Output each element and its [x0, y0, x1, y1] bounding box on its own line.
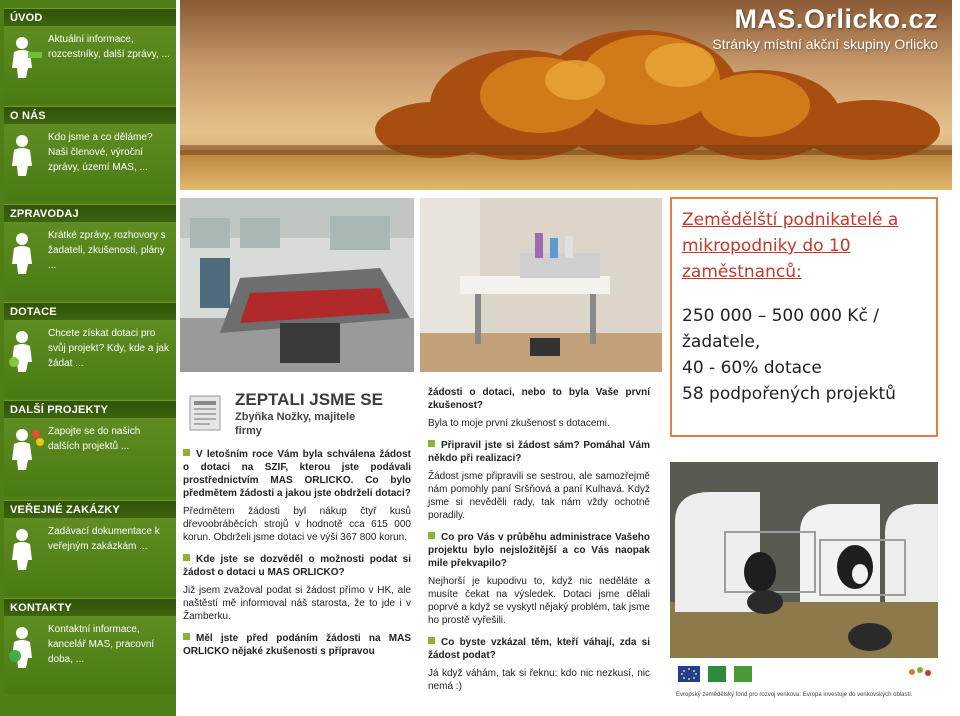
sidebar-heading[interactable]: ZPRAVODAJ	[4, 204, 176, 222]
grant-rate: 40 - 60% dotace	[682, 358, 822, 378]
answer-1: Předmětem žádosti byl nákup čtyř kusů dřevoobráběcích strojů v hodnotě cca 615 000 korun. Obdrželi jsme dotaci ve výši 367 800 korun.	[183, 506, 411, 543]
person-email-icon	[8, 624, 44, 668]
person-pointing-icon	[8, 34, 44, 78]
sidebar-description: Krátké zprávy, rozhovory s žadateli, zkušenosti, plány ...	[48, 230, 166, 271]
funding-logos	[676, 662, 940, 714]
sewing-machine-photo	[420, 198, 662, 372]
sidebar-section-body[interactable]	[4, 518, 176, 596]
sidebar-section	[4, 400, 176, 496]
question-5: Co pro Vás v průběhu administrace Vašeho projektu bylo nejsložitější a co Vás naopak mile překvapilo?	[428, 532, 650, 569]
site-tagline: Stránky místní akční skupiny Orlicko	[712, 36, 938, 52]
newspaper-icon	[186, 392, 226, 434]
calves-photo	[670, 462, 938, 658]
grant-amount: 250 000 – 500 000 Kč / žadatele,	[682, 306, 879, 352]
sidebar-section	[4, 204, 176, 300]
grant-info-title[interactable]: Zemědělští podnikatelé a mikropodniky do 10 zaměstnanců:	[682, 210, 899, 282]
question-2: Kde jste se dozvěděl o možnosti podat si žádost o dotaci u MAS ORLICKO?	[183, 554, 411, 578]
question-3-continued: žádosti o dotaci, nebo to byla Vaše první zkušenost?	[428, 387, 650, 411]
person-waving-icon	[8, 230, 44, 274]
sidebar-section	[4, 106, 176, 202]
footer-note: Evropský zemědělský fond pro rozvoj venkova: Evropa investuje do venkovských oblastí.	[676, 692, 913, 698]
sidebar-description: Zapojte se do našich dalších projektů ...	[48, 426, 141, 452]
answer-4: Žádost jsme připravili se sestrou, ale samozřejmě nám pomohly paní Sršňová a paní Kulhavá. Když jsme si nevěděli rady, tak nám vždy ochotně poradily.	[428, 471, 650, 521]
sidebar-section-body[interactable]	[4, 222, 176, 300]
sidebar-description: Kdo jsme a co děláme? Naši členové, výroční zprávy, území MAS, ...	[48, 132, 153, 173]
site-brand[interactable]: MAS.Orlicko.cz	[734, 4, 938, 34]
sidebar-heading[interactable]: DOTACE	[4, 302, 176, 320]
sidebar-section-body[interactable]	[4, 320, 176, 398]
bullet-icon	[428, 532, 435, 539]
article-subtitle: Zbyňka Nožky, majitele firmy	[235, 411, 356, 437]
sidebar-section	[4, 500, 176, 596]
bullet-icon	[183, 449, 190, 456]
person-balloons-icon	[8, 426, 44, 470]
grant-info-box	[670, 197, 938, 437]
sidebar-description: Zadávací dokumentace k veřejným zakázkám ...	[48, 526, 160, 552]
answer-2: Již jsem zvažoval podat si žádost přímo v HK, ale naštěstí mě informoval náš starosta, že to jde i v Žamberku.	[183, 585, 411, 622]
interview-article	[180, 378, 670, 716]
article-right-column	[428, 386, 650, 702]
person-reading-icon	[8, 132, 44, 176]
sidebar-description: Aktuální informace, rozcestníky, další zprávy, ...	[48, 34, 170, 60]
grant-info-lines	[682, 303, 926, 407]
question-3: Měl jste před podáním žádosti na MAS ORLICKO nějaké zkušenosti s přípravou	[183, 633, 411, 657]
sidebar-description: Chcete získat dotaci pro svůj projekt? Kdy, kde a jak žádat ...	[48, 328, 169, 369]
rural-program-logo-icon	[734, 666, 752, 682]
sidebar-heading[interactable]: DALŠÍ PROJEKTY	[4, 400, 176, 418]
sidebar-heading[interactable]: O NÁS	[4, 106, 176, 124]
mas-orlicko-logo-icon	[909, 667, 931, 676]
question-4: Připravil jste si žádost sám? Pomáhal Vám někdo při realizaci?	[428, 440, 650, 464]
sidebar-heading[interactable]: KONTAKTY	[4, 598, 176, 616]
answer-6: Já když váhám, tak si řeknu: kdo nic nezkusí, nic nemá :)	[428, 668, 650, 692]
article-left-column	[183, 448, 411, 663]
question-1: V letošním roce Vám byla schválena žádost o dotaci na SZIF, kterou jste podávali prostřednictvím MAS ORLICKO. Co bylo předmětem žádosti a jakou jste obdrželi dotaci?	[183, 449, 411, 499]
bullet-icon	[183, 554, 190, 561]
sidebar-section-body[interactable]	[4, 124, 176, 202]
leader-logo-icon	[708, 666, 726, 682]
sidebar-heading[interactable]: VEŘEJNÉ ZAKÁZKY	[4, 500, 176, 518]
bullet-icon	[183, 633, 190, 640]
sidebar	[0, 0, 176, 716]
sidebar-section	[4, 302, 176, 398]
sidebar-section-body[interactable]	[4, 26, 176, 104]
sidebar-section-body[interactable]	[4, 418, 176, 496]
grant-projects: 58 podpořených projektů	[682, 384, 896, 404]
person-documents-icon	[8, 526, 44, 570]
sidebar-section	[4, 598, 176, 694]
header-banner	[180, 0, 952, 190]
workshop-photo	[180, 198, 414, 372]
sidebar-section-body[interactable]	[4, 616, 176, 694]
bullet-icon	[428, 637, 435, 644]
bullet-icon	[428, 440, 435, 447]
person-money-icon	[8, 328, 44, 372]
sidebar-heading[interactable]: ÚVOD	[4, 8, 176, 26]
answer-3: Byla to moje první zkušenost s dotacemi.	[428, 418, 610, 429]
question-6: Co byste vzkázal těm, kteří váhají, zda si žádost podat?	[428, 637, 650, 661]
article-title: ZEPTALI JSME SE	[235, 390, 383, 409]
sidebar-description: Kontaktní informace, kancelář MAS, pracovní doba, ...	[48, 624, 155, 665]
sidebar-section	[4, 8, 176, 104]
answer-5: Nejhorší je kupodivu to, když nic neděláte a musíte čekat na výsledek. Dotaci jsme dělali poprvé a když se vyskytl nějaký problém, tak jsme ho prostě vyřešili.	[428, 576, 650, 626]
